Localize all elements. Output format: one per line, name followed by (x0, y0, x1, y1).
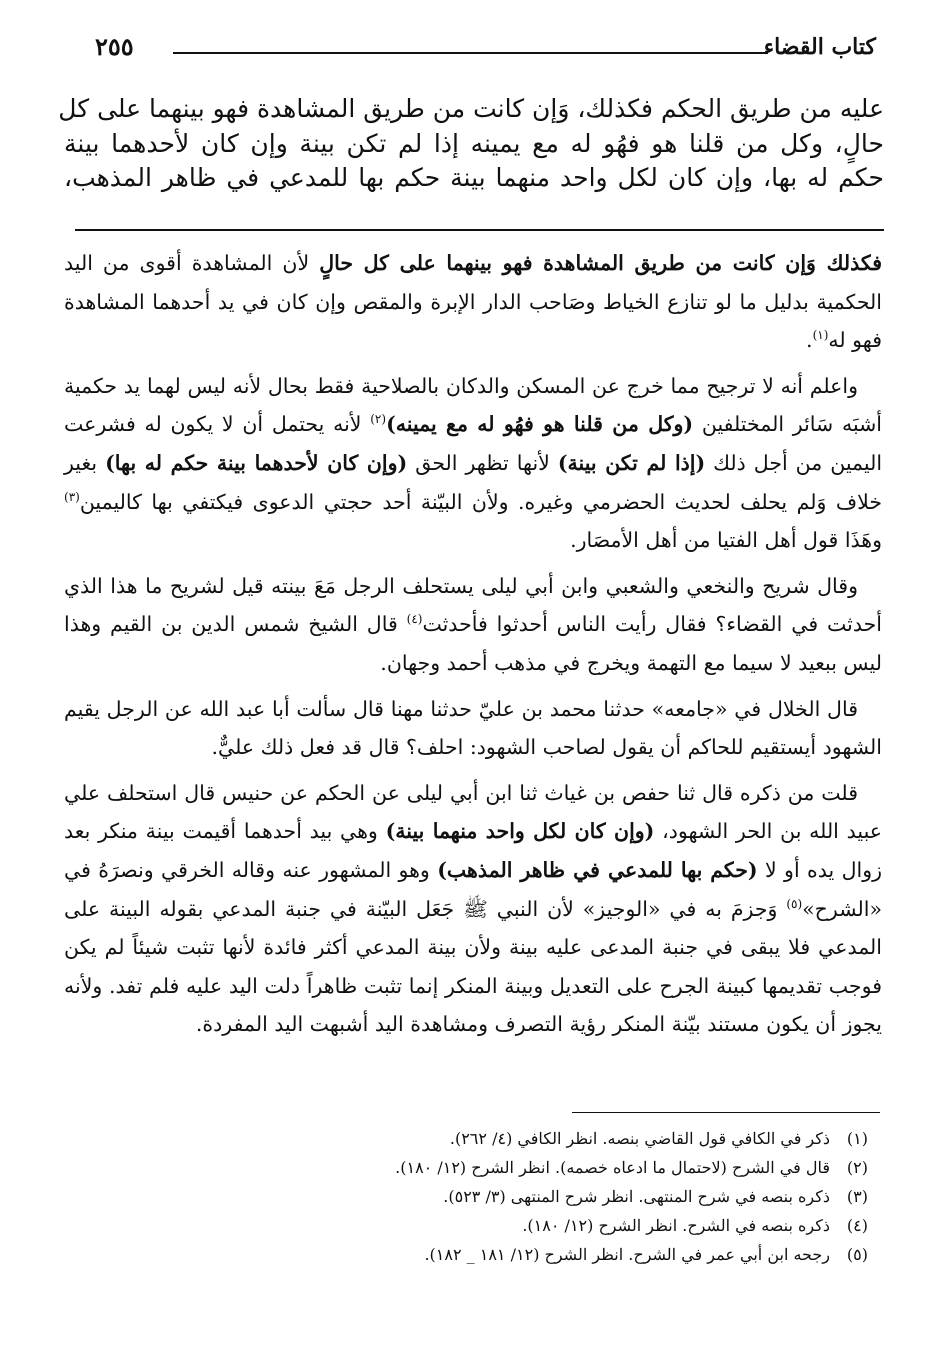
commentary (64, 244, 882, 1044)
quoted-main-text: (حكم بها للمدعي في ظاهر المذهب) (437, 857, 758, 882)
commentary-paragraph (64, 367, 882, 560)
footnote-number: (١) (846, 1129, 868, 1148)
paragraph-text: وهَذَا قول أهل الفتيا من أهل الأمصَار. (570, 528, 882, 553)
paragraph-text: . (806, 328, 813, 353)
paragraph-text: لأن المشاهدة أقوى من اليد الحكمية بدليل ما لو تنازع الخياط وصَاحب الدار الإبرة والمقص وإن كان في يد أحدهما المشاهدة فهو له (64, 251, 882, 353)
footnote-number: (٢) (846, 1158, 868, 1177)
quoted-main-text: (وإن كان لكل واحد منهما بينة) (385, 819, 655, 844)
paragraph-text: وقال شريح والنخعي والشعبي وابن أبي ليلى يستحلف الرجل مَعَ بينته قيل لشريح ما هذا الذي أحدثت في القضاء؟ فقال رأيت الناس أحدثوا فأحدثت (64, 573, 882, 637)
footnote-text: ذكره بنصه في شرح المنتهى. انظر شرح المنتهى (٣/ ٥٢٣). (443, 1187, 830, 1206)
paragraph-text: لأنها تظهر الحق (407, 450, 558, 475)
footnote (96, 1240, 868, 1269)
quoted-main-text: فكذلك وَإن كانت من طريق المشاهدة فهو بينهما على كل حالٍ (319, 251, 882, 275)
footnote-ref[interactable]: (١) (812, 328, 829, 343)
paragraph-text: وهي بيد أحدهما أقيمت بينة منكر بعد زوال يده أو لا (64, 819, 882, 882)
paragraph-text: قلت من ذكره قال ثنا حفص بن غياث ثنا ابن أبي ليلى عن الحكم عن حنيس قال استحلف علي عبيد الله بن الحر الشهود، (64, 780, 882, 844)
paragraph-text: قال الشيخ شمس الدين بن القيم وهذا ليس ببعيد لا سيما مع التهمة ويخرج في مذهب أحمد وجهان. (64, 612, 882, 675)
header-rule (173, 52, 768, 54)
footnote-text: ذكر في الكافي قول القاضي بنصه. انظر الكافي (٤/ ٢٦٢). (449, 1129, 830, 1148)
main-text-line: عليه من طريق الحكم فكذلك، وَإن كانت من طريق المشاهدة فهو بينهما على كل (58, 94, 884, 123)
page-number: ٢٥٥ (95, 32, 134, 61)
paragraph-text: وَجزمَ به في «الوجيز» لأن النبي ﷺ جَعَل البيّنة في جنبة المدعي بقوله البينة على المدعي فلا يبقى في جنبة المدعى عليه بينة ولأن بينة المدعي أكثر فائدة لأنها تثبت شيئاً لم يكن فوجب تقديمها كبينة الجرح على التعديل وبينة المنكر إنما تثبت ظاهراً دلت اليد عليه فلم تفد. ولأنه يجوز أن يكون مستند بيّنة المنكر رؤية التصرف ومشاهدة اليد أشبهت اليد المفردة. (64, 896, 882, 1037)
paragraph-text: بغير خلاف وَلم يحلف لحديث الحضرمي وغيره. ولأن البيّنة أحد حجتي الدعوى فيكتفي بها كاليمين (64, 450, 882, 514)
paragraph-text: لأنه يحتمل أن لا يكون له فشرعت اليمين من أجل ذلك (64, 412, 883, 475)
commentary-paragraph (64, 244, 882, 360)
footnote-number: (٣) (846, 1187, 868, 1206)
footnote (96, 1182, 868, 1211)
commentary-paragraph (64, 567, 882, 683)
main-text (58, 92, 884, 196)
paragraph-text: واعلم أنه لا ترجيح مما خرج عن المسكن والدكان بالصلاحية فقط بحال لأنه ليس لهما يد حكمية أشبَه سَائر المختلفين (64, 373, 882, 437)
footnote-text: رجحه ابن أبي عمر في الشرح. انظر الشرح (١٢/ ١٨١ _ ١٨٢). (424, 1245, 830, 1264)
footnote-ref[interactable]: (٢) (370, 412, 387, 427)
main-text-line: حكم له بها، وإن كان لكل واحد منهما بينة حكم بها للمدعي في ظاهر المذهب، (64, 163, 884, 192)
footnote-text: ذكره بنصه في الشرح. انظر الشرح (١٢/ ١٨٠). (522, 1216, 830, 1235)
commentary-paragraph (64, 690, 882, 767)
quoted-main-text: (إذا لم تكن بينة) (557, 450, 706, 475)
chapter-title: كتاب القضاء (763, 34, 876, 60)
footnotes (96, 1124, 868, 1269)
paragraph-text: قال الخلال في «جامعه» حدثنا محمد بن عليّ حدثنا مهنا قال سألت أبا عبد الله عن الرجل يقيم الشهود أيستقيم للحاكم أن يقول لصاحب الشهود: احلف؟ قال قد فعل ذلك عليٌّ. (64, 696, 882, 760)
commentary-paragraph (64, 774, 882, 1044)
quoted-main-text: (وكل من قلنا هو فهُو له مع يمينه) (386, 412, 694, 437)
main-text-line: حالٍ، وكل من قلنا هو فهُو له مع يمينه إذا لم تكن بينة وإن كان لأحدهما بينة (64, 128, 884, 158)
footnote-ref[interactable]: (٤) (406, 612, 423, 627)
footnote-ref[interactable]: (٣) (64, 489, 80, 504)
footnote (96, 1211, 868, 1240)
footnote-rule (572, 1112, 880, 1113)
footnote (96, 1153, 868, 1182)
quoted-main-text: (وإن كان لأحدهما بينة حكم له بها) (105, 450, 408, 475)
footnote-text: قال في الشرح (لاحتمال ما ادعاه خصمه). انظر الشرح (١٢/ ١٨٠). (395, 1158, 830, 1177)
footnote (96, 1124, 868, 1153)
running-header (95, 34, 876, 60)
footnote-number: (٤) (846, 1216, 868, 1235)
footnote-number: (٥) (846, 1245, 868, 1264)
paragraph-text: وهو المشهور عنه وقاله الخرقي ونصرَهُ في «الشرح» (64, 857, 882, 921)
text-divider (75, 229, 884, 231)
footnote-ref[interactable]: (٥) (786, 896, 803, 911)
